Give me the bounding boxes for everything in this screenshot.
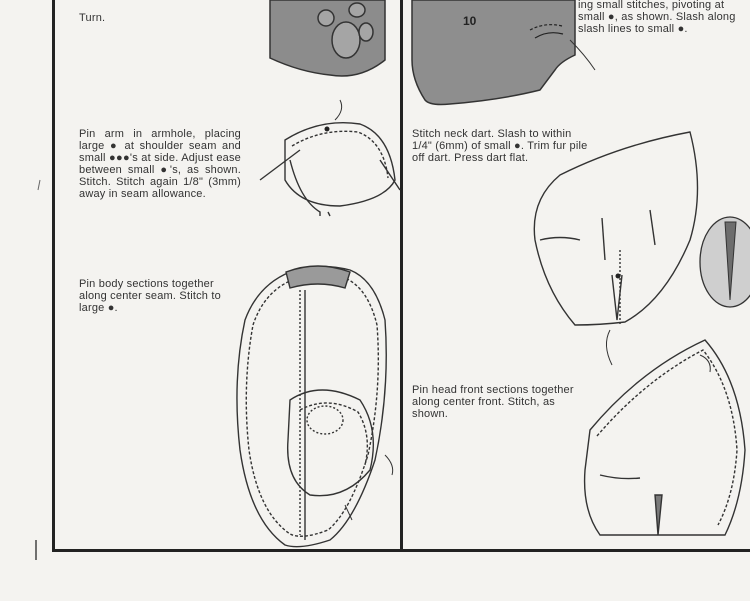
step-head-front-text: Pin head front sections together along center front. Stitch, as shown. [412,384,574,420]
step-number-label: 10 [463,14,477,28]
step-dart-text: Stitch neck dart. Slash to within 1/4" (6mm) of small ●. Trim fur pile off dart. Press dart flat. [412,128,588,164]
step-pivot-text: ing small stitches, pivoting at small ●, as shown. Slash along slash lines to small ●. [578,0,736,35]
step-turn-text: Turn. [79,12,106,24]
head-piece-step-10 [412,0,595,105]
paw-piece-illustration [270,0,385,76]
body-sections-illustration [237,266,393,547]
margin-mark [38,180,40,190]
neck-dart-illustration [534,132,697,365]
step-arm-text: Pin arm in armhole, placing large ● at shoulder seam and small ●●●'s at side. Adjust ease between small ●'s, as shown. Stitch. Stitch again 1/8" (3mm) away in seam allowance. [79,128,241,200]
head-front-illustration [585,340,745,535]
step-body-text: Pin body sections together along center seam. Stitch to large ●. [79,278,221,314]
dart-detail-inset [700,217,750,307]
arm-armhole-illustration [260,100,400,216]
